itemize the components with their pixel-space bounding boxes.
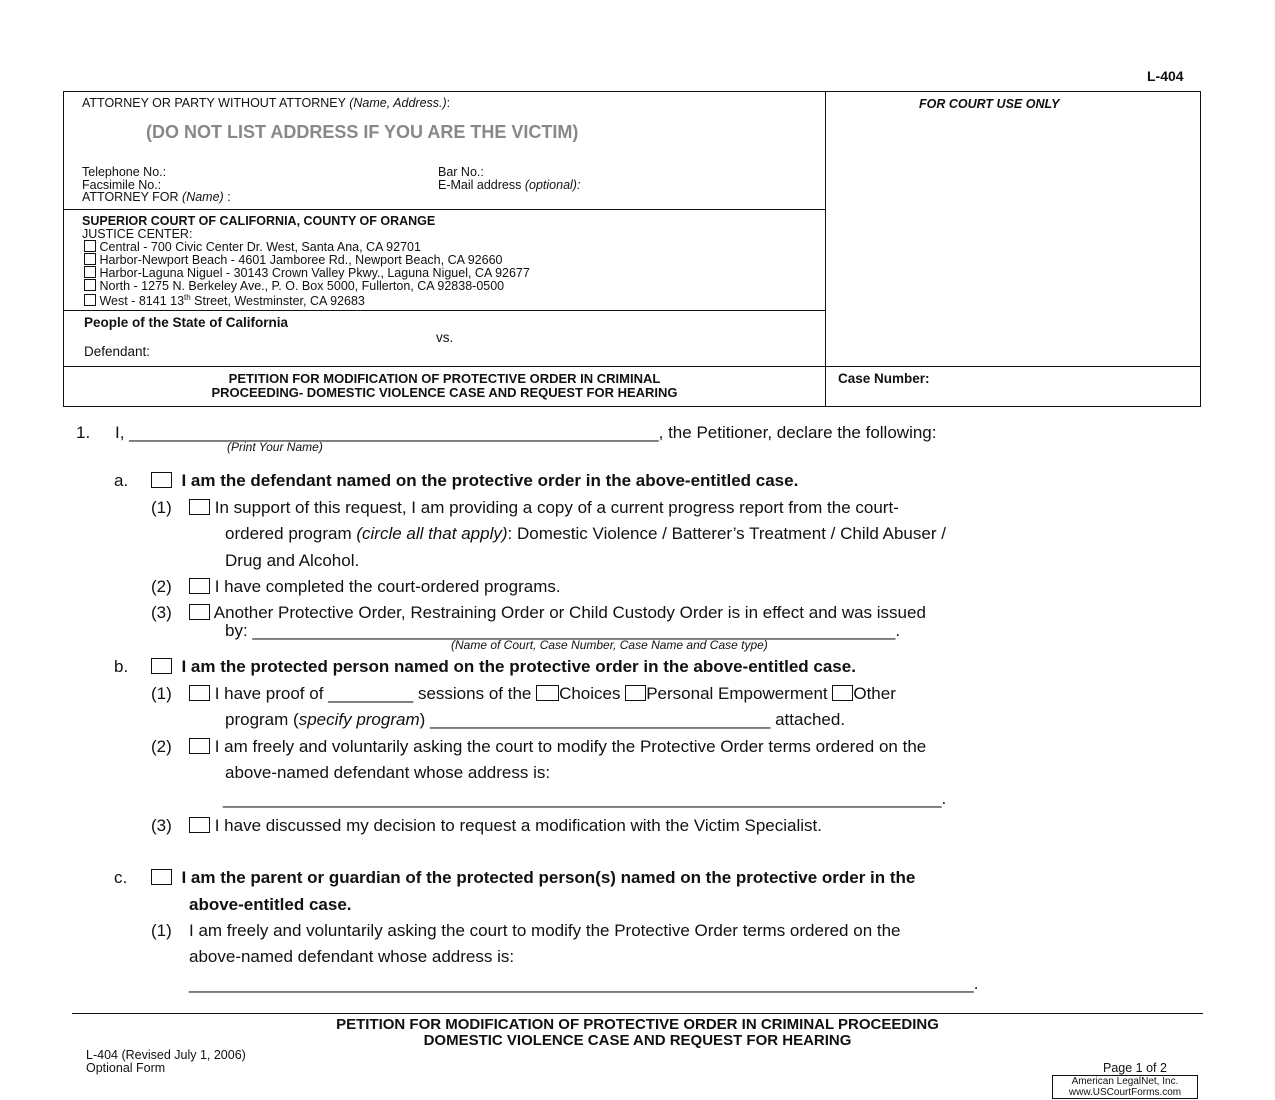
justice-center-west[interactable]: West - 8141 13th Street, Westminster, CA 92683 (84, 291, 365, 308)
form-title-line1: PETITION FOR MODIFICATION OF PROTECTIVE ORDER IN CRIMINAL (228, 371, 661, 386)
checkbox-west[interactable] (84, 294, 96, 306)
section-b-2-address-line[interactable]: ____________________________________________________________________________. (223, 789, 947, 808)
bar-no-label: Bar No.: (438, 165, 484, 179)
checkbox-a1[interactable] (189, 499, 210, 515)
revised-label: L-404 (Revised July 1, 2006) (86, 1048, 246, 1062)
email-label: E-Mail address (optional): (438, 178, 581, 192)
justice-center-central[interactable]: Central - 700 Civic Center Dr. West, Santa Ana, CA 92701 (84, 240, 421, 254)
section-c-heading-line2: above-entitled case. (189, 895, 352, 914)
section-a-1-line1[interactable]: In support of this request, I am providing a copy of a current progress report from the court- (189, 498, 899, 518)
justice-center-north[interactable]: North - 1275 N. Berkeley Ave., P. O. Box 5000, Fullerton, CA 92838-0500 (84, 279, 504, 293)
court-use-label: FOR COURT USE ONLY (919, 97, 1060, 111)
section-b-3-number: (3) (151, 816, 172, 835)
checkbox-choices[interactable] (536, 685, 559, 701)
victim-notice: (DO NOT LIST ADDRESS IF YOU ARE THE VICTIM) (146, 122, 579, 142)
form-title-line2: PROCEEDING- DOMESTIC VIOLENCE CASE AND REQUEST FOR HEARING (211, 385, 678, 400)
legalnet-name: American LegalNet, Inc. (1071, 1076, 1179, 1087)
checkbox-a2[interactable] (189, 578, 210, 594)
checkbox-personal-empowerment[interactable] (625, 685, 646, 701)
checkbox-north[interactable] (84, 279, 96, 291)
checkbox-section-a[interactable] (151, 472, 172, 488)
section-c-1-line2: above-named defendant whose address is: (189, 947, 515, 966)
section-c-1-line1: I am freely and voluntarily asking the court to modify the Protective Order terms ordered on the (189, 921, 901, 940)
section-b-1-line2[interactable]: program (specify program) ____________________________________ attached. (225, 710, 846, 729)
footer-title-line1: PETITION FOR MODIFICATION OF PROTECTIVE ORDER IN CRIMINAL PROCEEDING (336, 1016, 939, 1033)
print-name-caption: (Print Your Name) (227, 440, 323, 454)
telephone-label: Telephone No.: (82, 165, 167, 179)
checkbox-b2[interactable] (189, 738, 210, 754)
footer-rule (72, 1013, 1203, 1014)
section-b-2-number: (2) (151, 737, 172, 756)
court-use-box (825, 91, 1201, 367)
section-b-1-number: (1) (151, 684, 172, 703)
facsimile-label: Facsimile No.: (82, 178, 162, 192)
page-number: Page 1 of 2 (1103, 1061, 1167, 1075)
section-b-2-line2: above-named defendant whose address is: (225, 763, 551, 782)
justice-center-newport[interactable]: Harbor-Newport Beach - 4601 Jamboree Rd., Newport Beach, CA 92660 (84, 253, 502, 267)
legalnet-website: www.USCourtForms.com (1068, 1086, 1182, 1098)
section-a-1-line3: Drug and Alcohol. (225, 551, 360, 570)
item1-name-line[interactable]: I, ________________________________________________________, the Petitioner, declare the following: (115, 423, 937, 442)
checkbox-laguna[interactable] (84, 266, 96, 278)
section-c-1-number: (1) (151, 921, 172, 940)
section-b-letter: b. (114, 657, 129, 676)
footer-title-line2: DOMESTIC VIOLENCE CASE AND REQUEST FOR HEARING (423, 1032, 852, 1049)
section-a-1-number: (1) (151, 498, 172, 517)
legalnet-badge (1052, 1075, 1198, 1099)
section-b-heading[interactable]: I am the protected person named on the protective order in the above-entitled case. (151, 657, 856, 677)
checkbox-central[interactable] (84, 240, 96, 252)
checkbox-b3[interactable] (189, 817, 210, 833)
section-b-2-line1[interactable]: I am freely and voluntarily asking the court to modify the Protective Order terms ordered on the (189, 737, 926, 757)
checkbox-b1[interactable] (189, 685, 210, 701)
section-a-letter: a. (114, 471, 129, 490)
section-c-address-line[interactable]: ___________________________________________________________________________________. (189, 974, 979, 993)
section-b-1-line1[interactable]: I have proof of _________ sessions of the Choices Personal Empowerment Other (189, 684, 896, 704)
optional-form-label: Optional Form (86, 1061, 166, 1075)
section-a-heading[interactable]: I am the defendant named on the protective order in the above-entitled case. (151, 471, 798, 491)
section-c-heading[interactable]: I am the parent or guardian of the protected person(s) named on the protective order in the (151, 868, 915, 888)
attorney-for-label: ATTORNEY FOR (Name) : (82, 190, 231, 204)
defendant-label: Defendant: (84, 344, 151, 359)
section-a-1-line2: ordered program (circle all that apply): Domestic Violence / Batterer’s Treatment / Child Abuser / (225, 524, 946, 543)
case-number-label: Case Number: (838, 371, 930, 386)
section-a-2-text[interactable]: I have completed the court-ordered programs. (189, 577, 561, 597)
court-name: SUPERIOR COURT OF CALIFORNIA, COUNTY OF ORANGE (82, 214, 436, 228)
plaintiff: People of the State of California (84, 315, 289, 330)
section-a-2-number: (2) (151, 577, 172, 596)
checkbox-section-c[interactable] (151, 869, 172, 885)
vs-label: vs. (436, 330, 454, 345)
section-b-3-text[interactable]: I have discussed my decision to request a modification with the Victim Specialist. (189, 816, 822, 836)
item1-number: 1. (76, 423, 91, 442)
justice-center-laguna[interactable]: Harbor-Laguna Niguel - 30143 Crown Valley Pkwy., Laguna Niguel, CA 92677 (84, 266, 530, 280)
section-a-3-number: (3) (151, 603, 172, 622)
checkbox-newport[interactable] (84, 253, 96, 265)
checkbox-other[interactable] (832, 685, 853, 701)
section-c-letter: c. (114, 868, 128, 887)
section-a-3-text[interactable]: Another Protective Order, Restraining Order or Child Custody Order is in effect and was issued (189, 603, 926, 623)
justice-center-label: JUSTICE CENTER: (82, 227, 193, 241)
checkbox-section-b[interactable] (151, 658, 172, 674)
form-id: L-404 (1147, 68, 1184, 84)
attorney-label: ATTORNEY OR PARTY WITHOUT ATTORNEY (Name, Address.): (82, 96, 451, 110)
section-a-3-caption: (Name of Court, Case Number, Case Name and Case type) (451, 638, 768, 652)
checkbox-a3[interactable] (189, 604, 210, 620)
section-a-3-by-line[interactable]: by: ____________________________________________________________________. (225, 621, 901, 640)
